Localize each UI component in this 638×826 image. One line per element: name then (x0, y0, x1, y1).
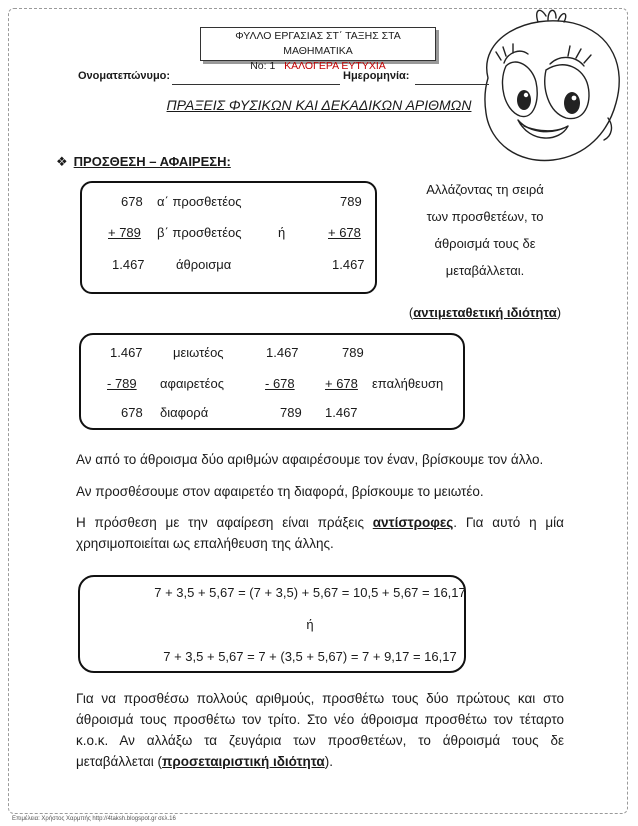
section-title (56, 154, 231, 170)
main-heading: ΠΡΑΞΕΙΣ ΦΥΣΙΚΩΝ ΚΑΙ ΔΕΚΑΔΙΚΩΝ ΑΡΙΘΜΩΝ (166, 97, 472, 113)
side-note-line-4: μεταβάλλεται. (445, 263, 525, 278)
minuend-label: μειωτέος (173, 345, 224, 360)
addend-1-label: α΄ προσθετέος (157, 194, 242, 209)
paragraph-3 (76, 512, 564, 554)
paren-open: ( (408, 305, 414, 320)
date-field-line[interactable] (415, 84, 489, 85)
or-separator: ή (278, 225, 286, 240)
footer-credit: Επιμέλεια: Χρήστος Χαρμπής http://4taksh.blogspot.gr σελ.16 (12, 816, 176, 822)
paragraph-2: Αν προσθέσουμε στον αφαιρετέο τη διαφορά, βρίσκουμε το μειωτέο. (76, 484, 484, 499)
minuend-value: 1.467 (110, 345, 143, 360)
subtrahend-label: αφαιρετέος (160, 376, 224, 391)
equation-2: 7 + 3,5 + 5,67 = 7 + (3,5 + 5,67) = 7 + 9,17 = 16,17 (163, 649, 457, 664)
worksheet-title: ΦΥΛΛΟ ΕΡΓΑΣΙΑΣ ΣΤ΄ ΤΑΞΗΣ ΣΤΑ ΜΑΘΗΜΑΤΙΚΑ (235, 30, 401, 57)
commutative-property (385, 305, 585, 320)
check-difference: 789 (342, 345, 364, 360)
side-note-line-1: Αλλάζοντας τη σειρά (426, 182, 544, 197)
name-field-line[interactable] (172, 84, 340, 85)
difference-value: 678 (121, 405, 143, 420)
subtrahend-value: - 789 (107, 376, 137, 391)
addend-2-swapped: + 678 (328, 225, 361, 240)
worksheet-title-box (200, 27, 436, 72)
section-title-text: ΠΡΟΣΘΕΣΗ – ΑΦΑΙΡΕΣΗ: (73, 154, 231, 169)
diamond-bullet-icon: ❖ (56, 154, 68, 169)
teacher-name: ΚΑΛΟΓΕΡΑ ΕΥΤΥΧΙΑ (284, 60, 386, 72)
difference-value-2: 789 (280, 405, 302, 420)
check-minuend: 1.467 (325, 405, 358, 420)
side-note-line-2: των προσθετέων, το (426, 209, 544, 224)
equation-or: ή (306, 617, 314, 632)
associative-property-term: προσεταιριστική ιδιότητα (162, 754, 325, 769)
addend-2-value: + 789 (108, 225, 141, 240)
verification-label: επαλήθευση (372, 376, 444, 391)
addend-1-value: 678 (121, 194, 143, 209)
minuend-value-2: 1.467 (266, 345, 299, 360)
paren-close: ) (556, 305, 562, 320)
check-subtrahend: + 678 (325, 376, 358, 391)
difference-label: διαφορά (160, 405, 209, 420)
paragraph-3-part-c: . Για αυτό η μία χρησιμοποιείται ως επαλήθευση της άλλης. (76, 515, 564, 551)
paragraph-1: Αν από το άθροισμα δύο αριθμών αφαιρέσουμε τον έναν, βρίσκουμε τον άλλο. (76, 452, 544, 467)
paragraph-4 (76, 688, 564, 772)
paragraph-4-part-a: Για να προσθέσω πολλούς αριθμούς, προσθέτω τους δύο πρώτους και στο άθροισμά τους προσθέτω τον τρίτο. Στο νέο άθροισμα προσθέτω τον τέταρτο κ.ο.κ. Αν αλλάξω τα ζευγάρια των προσθετέων, το άθροισμά τους δε μεταβάλλεται ( (76, 691, 564, 769)
paragraph-3-part-a: Η πρόσθεση με την αφαίρεση είναι πράξεις (76, 515, 373, 530)
sum-value: 1.467 (112, 257, 145, 272)
sum-label: άθροισμα (176, 257, 232, 272)
commutative-property-label: αντιμεταθετική ιδιότητα (413, 305, 557, 320)
equation-1: 7 + 3,5 + 5,67 = (7 + 3,5) + 5,67 = 10,5 + 5,67 = 16,17 (154, 585, 466, 600)
paragraph-4-part-c: ). (324, 754, 333, 769)
inverse-operations-term: αντίστροφες (372, 515, 454, 530)
addend-2-label: β΄ προσθετέος (157, 225, 242, 240)
name-field-label: Ονοματεπώνυμο: (78, 70, 171, 82)
side-note-line-3: άθροισμά τους δε (434, 236, 536, 251)
sum-swapped: 1.467 (332, 257, 365, 272)
worksheet-number: Νο: 1 (250, 60, 276, 72)
subtrahend-value-2: - 678 (265, 376, 295, 391)
addend-1-swapped: 789 (340, 194, 362, 209)
date-field-label: Ημερομηνία: (343, 70, 410, 82)
